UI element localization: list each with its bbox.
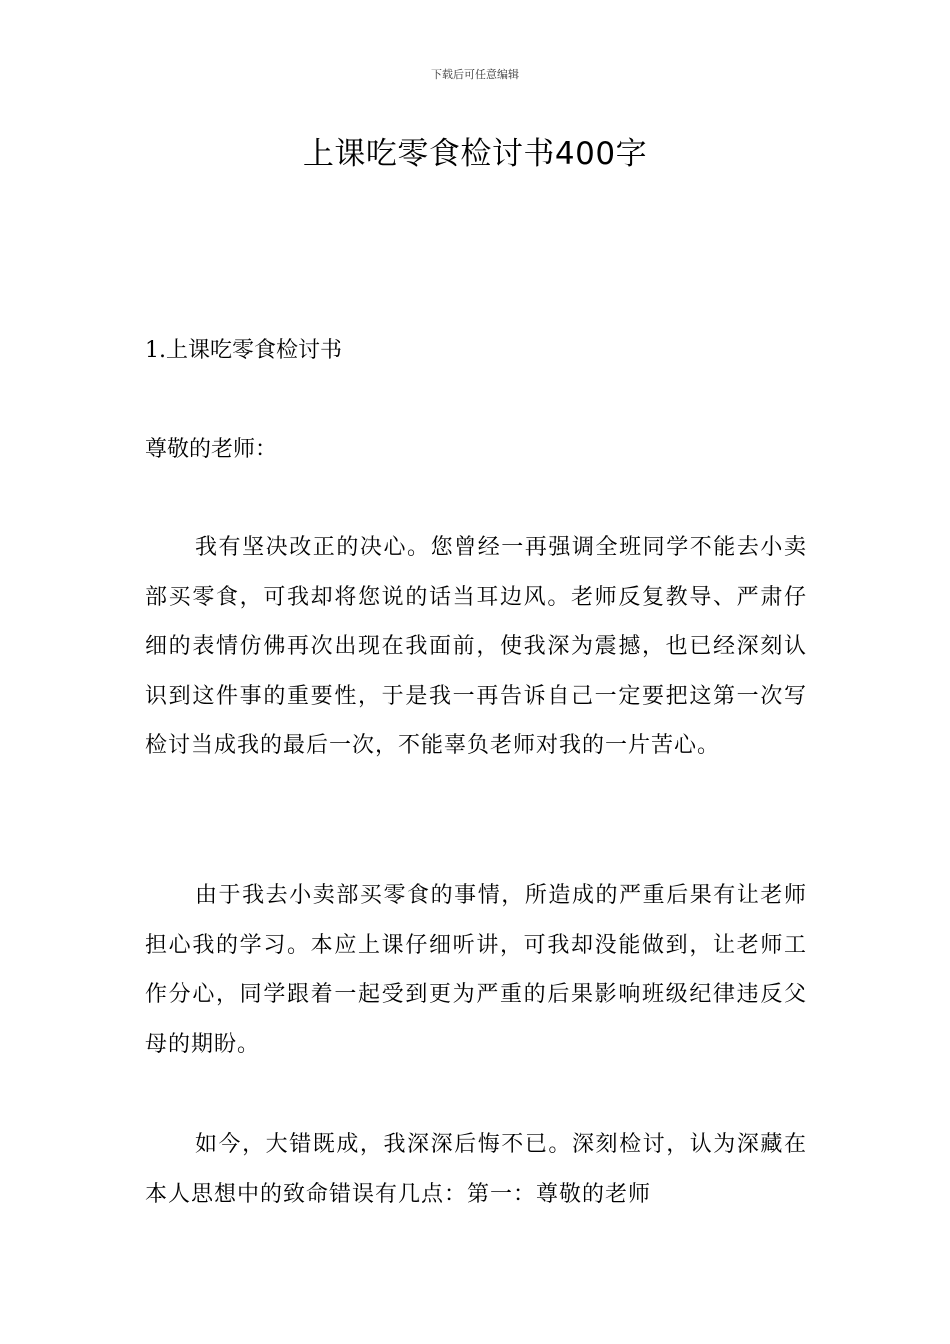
body-paragraph-1: 我有坚决改正的决心。您曾经一再强调全班同学不能去小卖部买零食，可我却将您说的话当耳边风。老师反复教导、严肃仔细的表情仿佛再次出现在我面前，使我深为震撼，也已经深刻认识到这件事的重要性，于是我一再告诉自己一定要把这第一次写检讨当成我的最后一次，不能辜负老师对我的一片苦心。 <box>145 535 807 758</box>
body-paragraph-2: 由于我去小卖部买零食的事情，所造成的严重后果有让老师担心我的学习。本应上课仔细听讲，可我却没能做到，让老师工作分心，同学跟着一起受到更为严重的后果影响班级纪律违反父母的期盼。 <box>145 883 807 1057</box>
section-heading: 1.上课吃零食检讨书 <box>145 338 342 363</box>
salutation: 尊敬的老师： <box>145 437 278 462</box>
header-note: 下载后可任意编辑 <box>431 68 519 81</box>
body-paragraph-3: 如今，大错既成，我深深后悔不已。深刻检讨，认为深藏在本人思想中的致命错误有几点：第一：尊敬的老师 <box>145 1132 807 1207</box>
document-title: 上课吃零食检讨书400字 <box>302 136 648 172</box>
